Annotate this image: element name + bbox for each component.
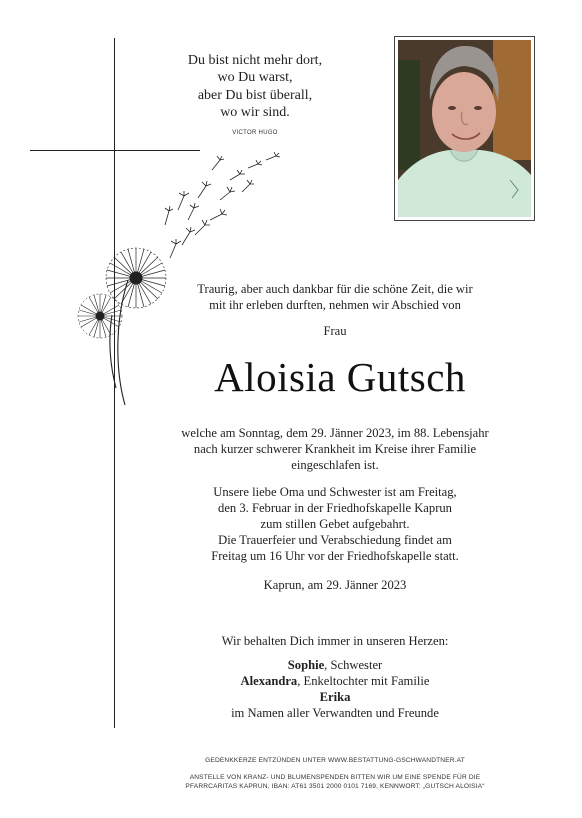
paragraph-line: eingeschlafen ist. xyxy=(291,458,379,472)
poem-line: Du bist nicht mehr dort, xyxy=(187,53,323,68)
paragraph-line: nach kurzer schwerer Krankheit im Kreise ihrer Familie xyxy=(193,442,477,456)
paragraph-line: Die Trauerfeier und Verabschiedung findet am xyxy=(218,533,452,547)
mourners-final-line: im Namen aller Verwandten und Freunde xyxy=(231,706,439,720)
poem-quote xyxy=(165,52,345,142)
donation-line: ANSTELLE VON KRANZ- UND BLUMENSPENDEN BITTEN WIR UM EINE SPENDE FÜR DIE xyxy=(189,774,481,781)
paragraph-line: welche am Sonntag, dem 29. Jänner 2023, im 88. Lebensjahr xyxy=(181,426,489,440)
viewing-paragraph xyxy=(170,484,500,532)
paragraph-line: Unsere liebe Oma und Schwester ist am Freitag, xyxy=(213,485,457,499)
deceased-name: Aloisia Gutsch xyxy=(214,354,466,400)
mourner-entry xyxy=(170,673,500,689)
candle-notice xyxy=(150,756,520,765)
poem-author: VICTOR HUGO xyxy=(232,129,278,136)
mourner-name: Alexandra xyxy=(240,674,298,688)
mourner-entry xyxy=(170,657,500,673)
death-announcement-paragraph xyxy=(170,425,500,473)
salutation: Frau xyxy=(323,324,347,338)
donation-line: PFARRCARITAS KAPRUN, IBAN: AT61 3501 2000 0101 7169, KENNWORT: „GUTSCH ALOISIA“ xyxy=(185,783,485,790)
mourner-relation: , Enkeltochter mit Familie xyxy=(297,674,430,688)
intro-line: Traurig, aber auch dankbar für die schöne Zeit, die wir xyxy=(197,282,473,296)
poem-line: wo wir sind. xyxy=(220,105,290,121)
donation-notice xyxy=(150,773,520,791)
intro-text xyxy=(170,281,500,313)
mourners-list xyxy=(170,657,500,721)
funeral-service-paragraph xyxy=(170,532,500,564)
paragraph-line: Freitag um 16 Uhr vor der Friedhofskapelle statt. xyxy=(211,549,459,563)
portrait-photo-frame xyxy=(394,36,535,221)
mourner-relation: , Schwester xyxy=(324,658,383,672)
portrait-photo xyxy=(398,40,531,217)
mourner-name: Sophie xyxy=(287,658,325,672)
mourner-entry xyxy=(170,689,500,705)
paragraph-line: zum stillen Gebet aufgebahrt. xyxy=(260,517,410,531)
candle-notice-text: GEDENKKERZE ENTZÜNDEN UNTER WWW.BESTATTUNG-GSCHWANDTNER.AT xyxy=(205,757,465,764)
intro-line: mit ihr erleben durften, nehmen wir Abschied von xyxy=(209,298,461,312)
poem-line: aber Du bist überall, xyxy=(197,87,313,103)
place-and-date: Kaprun, am 29. Jänner 2023 xyxy=(263,578,407,592)
closing-line: Wir behalten Dich immer in unseren Herzen: xyxy=(221,634,449,648)
poem-line: wo Du warst, xyxy=(217,70,293,86)
paragraph-line: den 3. Februar in der Friedhofskapelle Kaprun xyxy=(218,501,452,515)
mourner-name: Erika xyxy=(319,690,351,704)
